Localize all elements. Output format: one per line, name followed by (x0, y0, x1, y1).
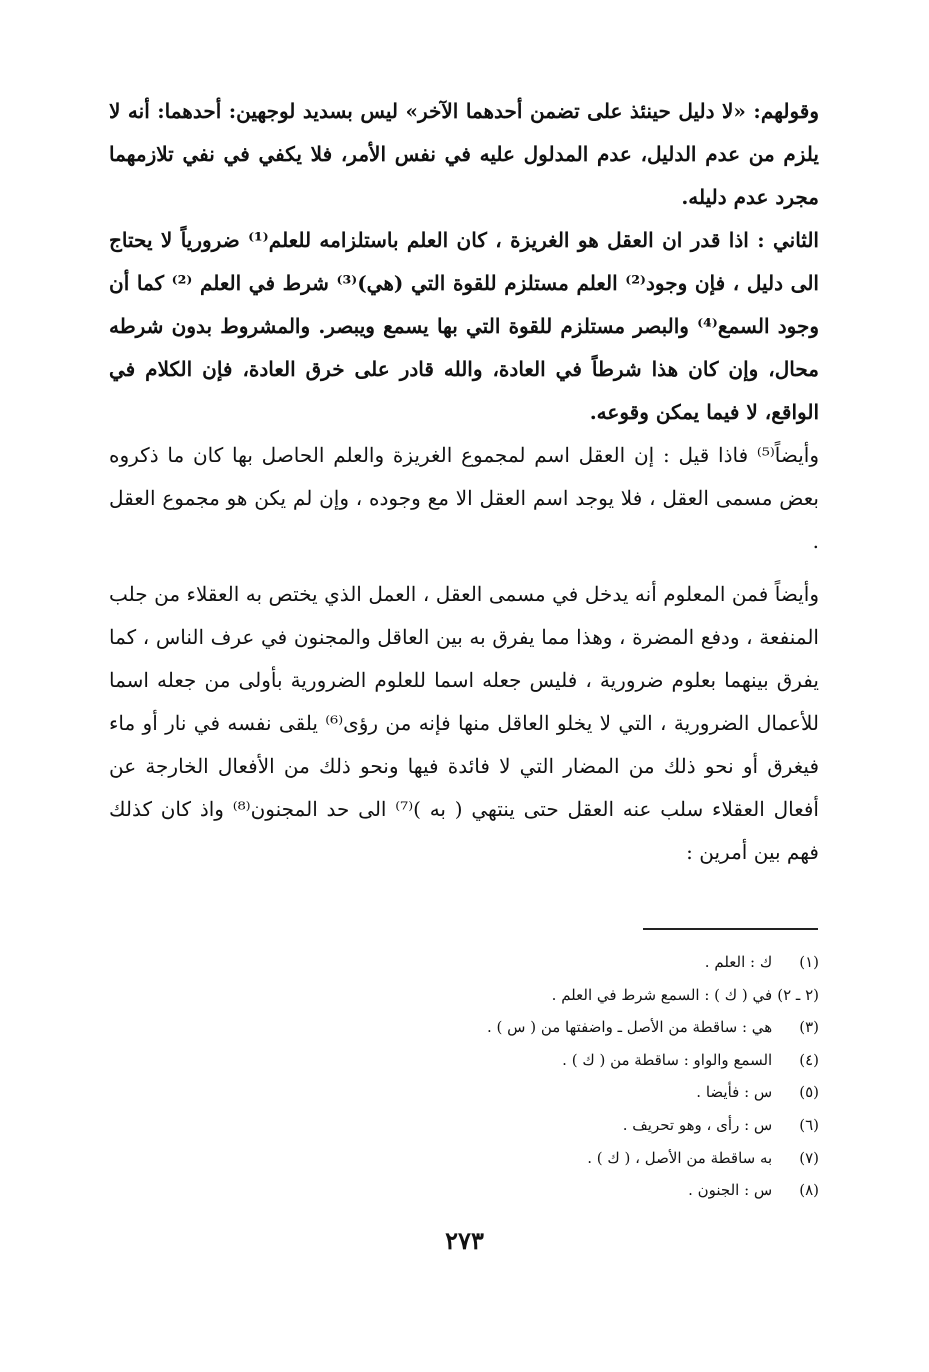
footnote-4 (119, 1044, 819, 1077)
footnotes-list (119, 946, 819, 1207)
paragraph-3: وأيضاً⁽⁵⁾ فاذا قيل : إن العقل اسم لمجموع الغريزة والعلم الحاصل بها كان ما ذكروه بعض مسمى العقل ، فلا يوجد اسم العقل الا مع وجوده ، وإن لم يكن هو مجموع العقل . (109, 443, 819, 553)
paragraph-2: الثاني : اذا قدر ان العقل هو الغريزة ، كان العلم باستلزامه للعلم⁽¹⁾ ضرورياً لا يحتاج الى دليل ، فإن وجود⁽²⁾ العلم مستلزم للقوة التي (هي)⁽³⁾ شرط في العلم ⁽²⁾ كما أن وجود السمع⁽⁴⁾ والبصر مستلزم للقوة التي بها يسمع ويبصر. والمشروط بدون شرطه محال، وإن كان هذا شرطاً في العادة، والله قادر على خرق العادة، فإن الكلام في الواقع، لا فيما يمكن وقوعه. (109, 228, 819, 424)
footnote-text: ك : العلم . (704, 953, 773, 971)
main-text (109, 90, 819, 874)
footnote-text: س : فأيضا . (696, 1083, 773, 1102)
footnote-separator (643, 928, 818, 930)
footnote-1 (119, 946, 819, 979)
footnote-number: (٥) (799, 1083, 819, 1102)
footnote-text: السمع والواو : ساقطة من ( ك ) . (562, 1050, 773, 1069)
paragraph-4: وأيضاً فمن المعلوم أنه يدخل في مسمى العقل ، العمل الذي يختص به العقلاء من جلب المنفعة ، ودفع المضرة ، وهذا مما يفرق به بين العاقل والمجنون في عرف الناس ، كما يفرق بينهما بعلوم ضرورية ، فليس جعله اسما للعلوم الضرورية بأولى من جعله اسما للأعمال الضرورية ، التي لا يخلو العاقل منها فإنه من رؤى⁽⁶⁾ يلقى نفسه في نار أو ماء فيغرق أو نحو ذلك من المضار التي لا فائدة فيها ونحو ذلك من الأفعال الخارجة عن أفعال العقلاء سلب عنه العقل حتى ينتهي ( به )⁽⁷⁾ الى حد المجنون⁽⁸⁾ واذ كان كذلك فهم بين أمرين : (109, 582, 819, 864)
footnote-2 (119, 979, 819, 1012)
footnote-3 (119, 1011, 819, 1044)
footnote-text: في ( ك ) : السمع شرط في العلم . (551, 985, 773, 1004)
paragraph-1: وقولهم: «لا دليل حينئذ على تضمن أحدهما الآخر» ليس بسديد لوجهين: أحدهما: أنه لا يلزم من عدم الدليل، عدم المدلول عليه في نفس الأمر، فلا يكفي في نفي تلازمهما مجرد عدم دليله. (109, 99, 819, 209)
footnote-text: به ساقطة من الأصل ، ( ك ) . (587, 1148, 773, 1167)
footnote-5 (119, 1076, 819, 1109)
footnote-text: س : الجنون . (688, 1181, 773, 1200)
footnote-number: (١) (799, 953, 819, 971)
footnote-number: (٣) (799, 1018, 819, 1037)
footnote-number: (٦) (799, 1115, 819, 1134)
footnote-8 (119, 1174, 819, 1207)
footnote-text: س : رأى ، وهو تحريف . (622, 1115, 773, 1134)
footnote-number: (٨) (799, 1181, 819, 1200)
footnote-number: (٢ ـ ٢) (777, 985, 819, 1004)
footnote-number: (٤) (799, 1050, 819, 1069)
footnote-number: (٧) (799, 1148, 819, 1167)
footnote-7 (119, 1142, 819, 1175)
footnote-6 (119, 1109, 819, 1142)
footnote-text: هي : ساقطة من الأصل ـ واضفتها من ( س ) . (486, 1018, 773, 1037)
page-number: ٢٧٣ (445, 1226, 484, 1255)
